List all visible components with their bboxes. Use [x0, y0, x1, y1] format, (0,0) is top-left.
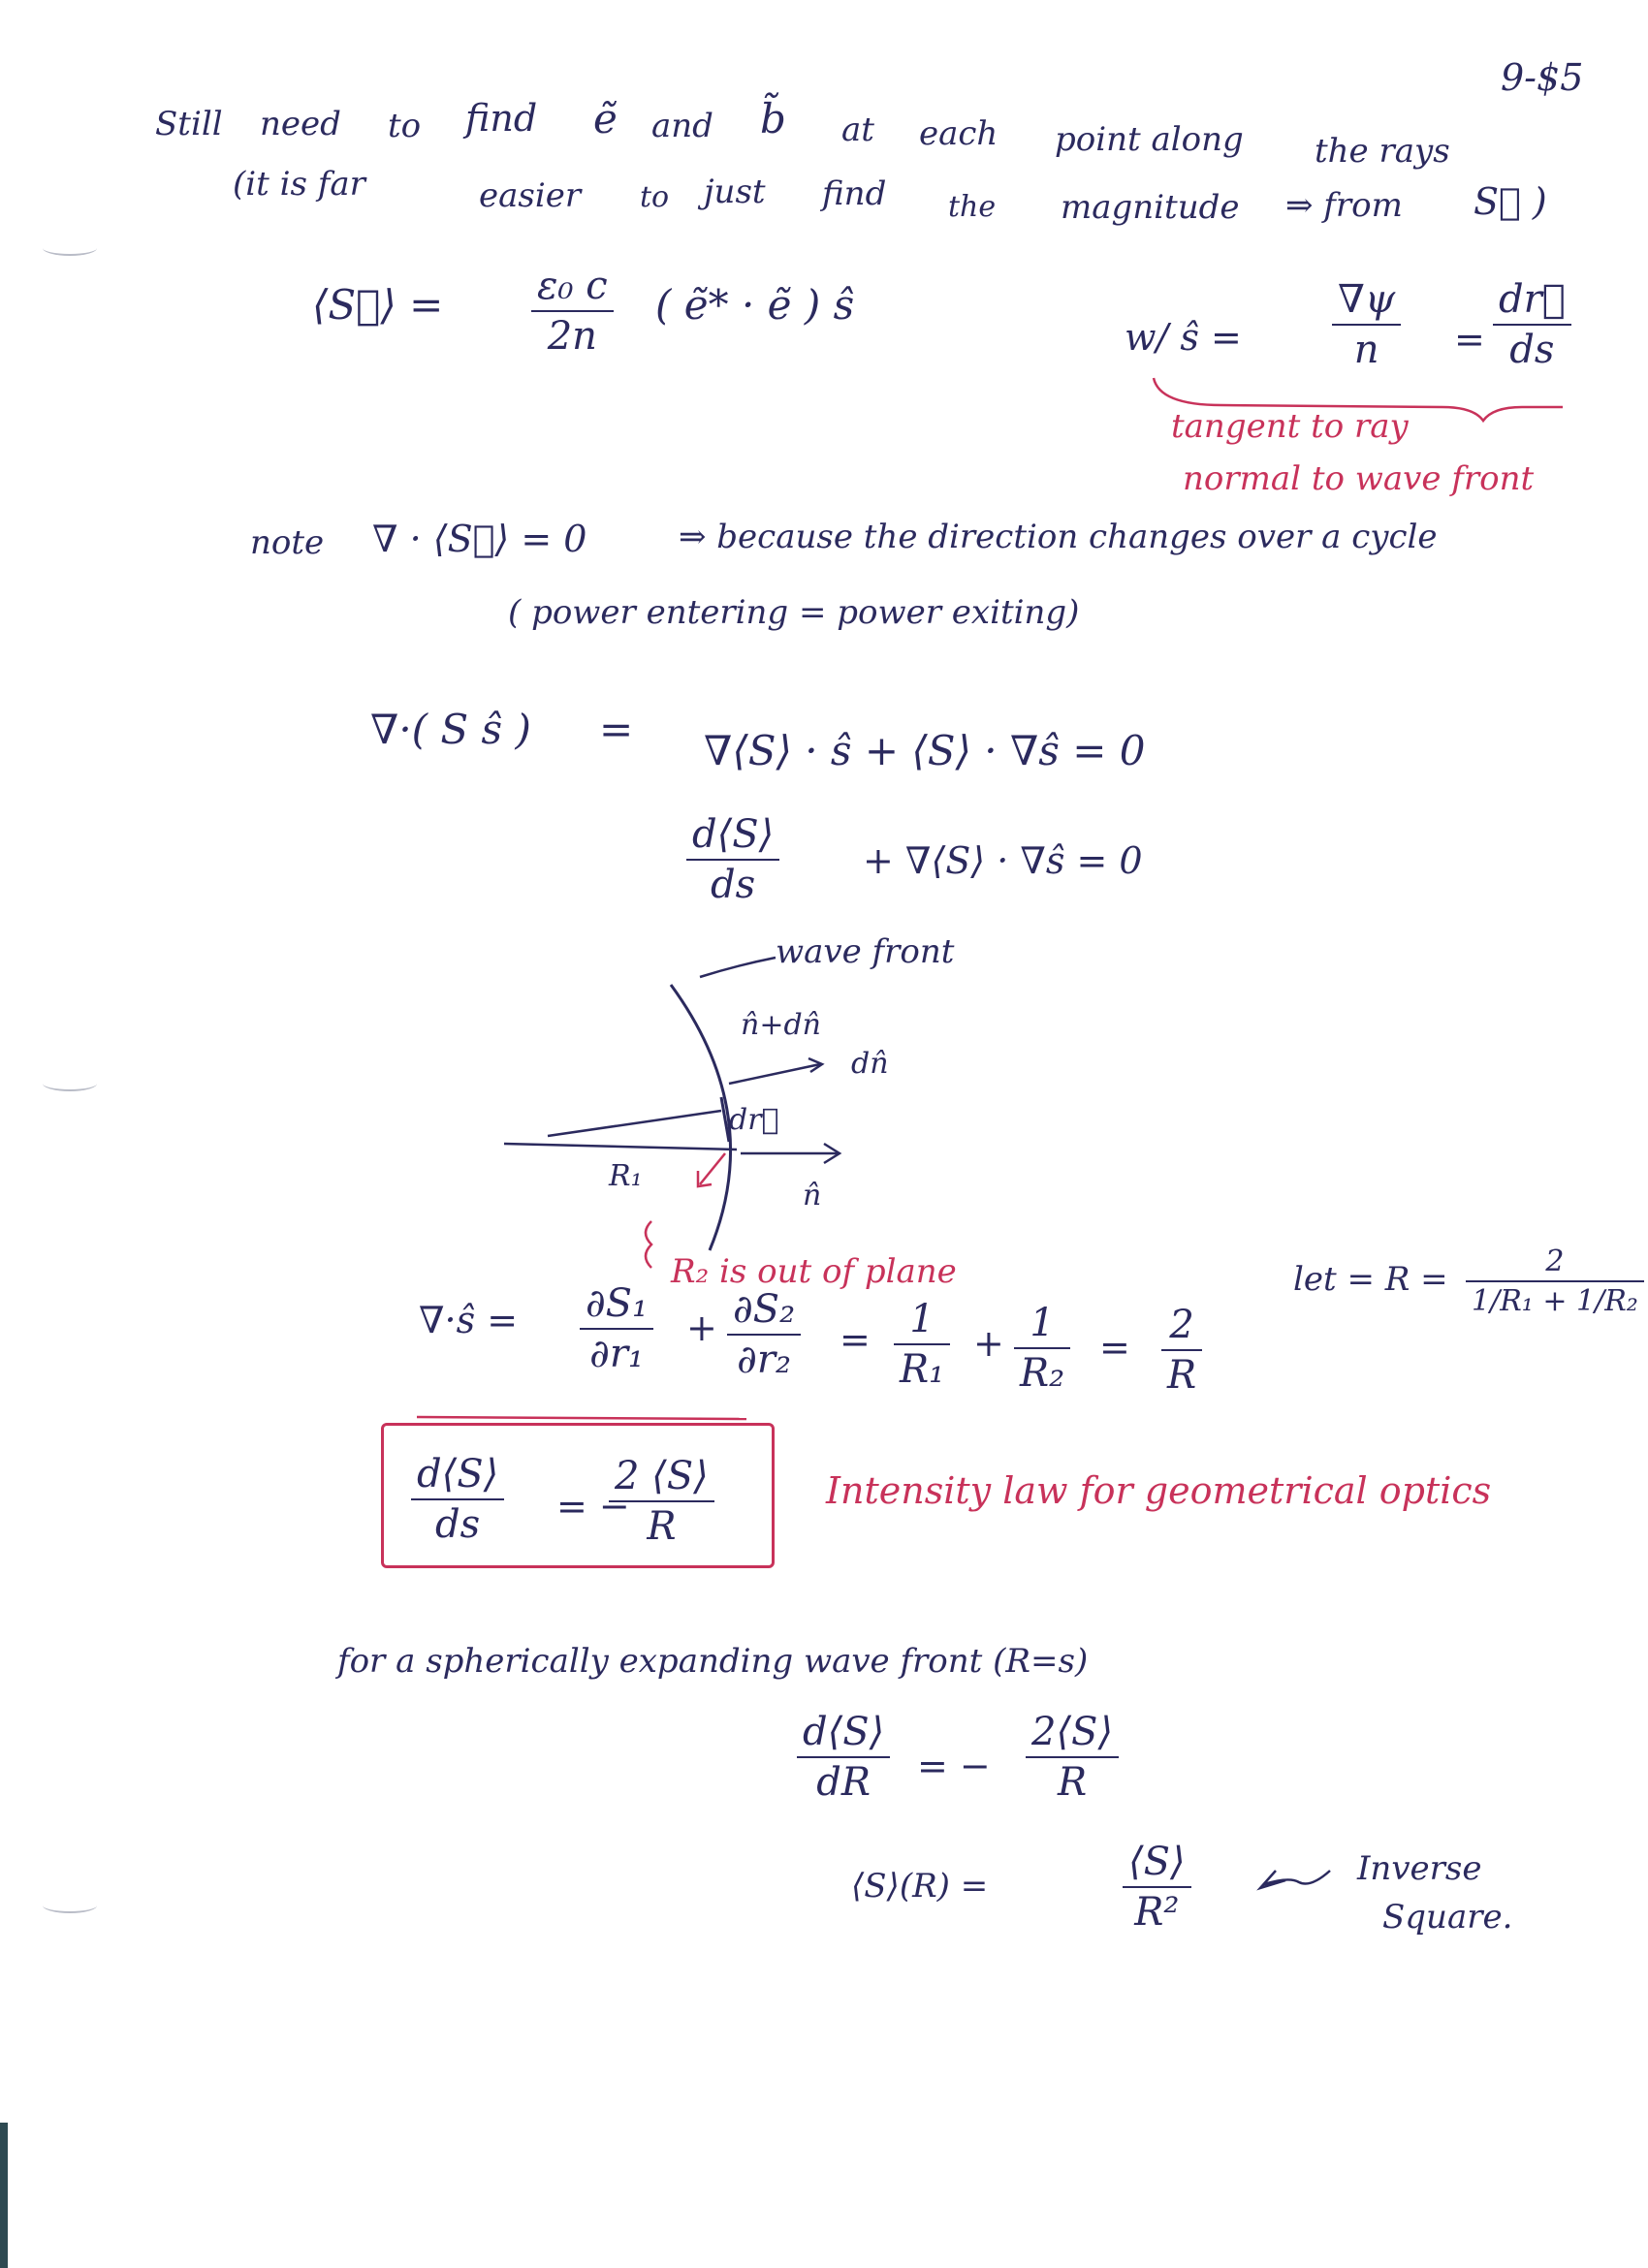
frac-den: ds	[711, 863, 756, 907]
word: magnitude	[1061, 188, 1240, 227]
frac-den: ds	[435, 1502, 481, 1547]
eq-prefix: w/ ŝ =	[1125, 316, 1242, 359]
radius-line-upper	[548, 1111, 721, 1136]
frac-num: 1	[909, 1297, 935, 1341]
red-rule	[417, 1417, 746, 1419]
eq-fraction	[411, 1452, 504, 1547]
word: (it is far	[233, 165, 365, 204]
frac-num: 2⟨S⟩	[1031, 1710, 1114, 1754]
square-label: Square.	[1382, 1898, 1513, 1937]
frac-den: R₁	[900, 1347, 945, 1392]
word: easier	[479, 176, 582, 215]
word: Still	[155, 105, 223, 143]
note-tangent: tangent to ray	[1171, 407, 1409, 446]
eq-lhs: ∇·ŝ =	[419, 1299, 519, 1341]
frac-den: dR	[816, 1760, 871, 1805]
word: and	[651, 107, 713, 145]
equals-minus: = −	[917, 1745, 991, 1787]
eq-fraction	[1161, 1303, 1202, 1398]
frac-den: R₂	[1020, 1351, 1065, 1396]
eq-fraction	[727, 1287, 801, 1382]
label-wave-front: wave front	[776, 932, 955, 971]
margin-mark	[43, 1898, 97, 1913]
eq-fraction	[609, 1454, 714, 1549]
frac-num: ∂S₁	[586, 1281, 649, 1326]
inverse-arrow	[1260, 1871, 1330, 1888]
eq-lhs: ⟨S⃗⟩ =	[312, 281, 444, 329]
intensity-law-label: Intensity law for geometrical optics	[826, 1469, 1492, 1512]
plus: +	[973, 1322, 1004, 1365]
eq-fraction	[580, 1281, 653, 1376]
word: at	[841, 110, 874, 149]
frac-den: 1/R₁ + 1/R₂	[1472, 1284, 1638, 1318]
eq-rhs: ( ẽ* · ẽ ) ŝ	[655, 281, 855, 329]
frac-den: ds	[1509, 328, 1555, 372]
word: to	[640, 180, 670, 214]
word: each	[919, 114, 998, 153]
label-dr: dr⃗	[729, 1103, 779, 1137]
word: find	[465, 97, 538, 140]
equals: =	[1099, 1326, 1130, 1369]
plus: +	[686, 1307, 717, 1349]
page-number: 9-$5	[1501, 56, 1584, 99]
inverse-label: Inverse	[1357, 1849, 1482, 1888]
frac-num: ⟨S⟩	[1128, 1840, 1186, 1884]
frac-num: 1	[1030, 1301, 1055, 1345]
frac-den: R	[1057, 1760, 1088, 1805]
frac-num: ∇ψ	[1338, 277, 1396, 322]
eq-lhs: ⟨S⟩(R) =	[851, 1867, 989, 1906]
frac-num: d⟨S⟩	[417, 1452, 499, 1496]
label-n: n̂	[803, 1179, 822, 1213]
eq-rhs: + ∇⟨S⟩ · ∇ŝ = 0	[863, 839, 1143, 882]
symbol-b-tilde: b̃	[760, 95, 786, 142]
red-brace	[646, 1221, 651, 1268]
word: need	[260, 105, 341, 143]
equals: =	[1454, 318, 1485, 361]
wave-front-pointer	[700, 958, 776, 977]
margin-mark	[43, 1076, 97, 1091]
word: the rays	[1315, 132, 1450, 171]
frac-num: ε₀ c	[537, 264, 608, 308]
eq-fraction	[1026, 1710, 1119, 1805]
let-prefix: let = R =	[1293, 1260, 1448, 1299]
word: S⃗ )	[1474, 180, 1547, 223]
equals-minus: = −	[556, 1485, 630, 1528]
word: point along	[1055, 120, 1244, 159]
frac-den: n	[1353, 328, 1379, 372]
frac-den: 2n	[547, 314, 597, 359]
frac-den: R²	[1134, 1890, 1180, 1935]
frac-num: d⟨S⟩	[803, 1710, 885, 1754]
note-label: note	[250, 523, 325, 562]
note-expr: ∇ · ⟨S⃗⟩ = 0	[372, 518, 587, 560]
frac-num: dr⃗	[1499, 277, 1566, 322]
note-reason: ⇒ because the direction changes over a cycle	[679, 518, 1438, 556]
frac-num: 2 ⟨S⟩	[615, 1454, 709, 1498]
frac-den: R	[647, 1504, 677, 1549]
frac-num: d⟨S⟩	[692, 812, 775, 857]
label-n-plus-dn: n̂+dn̂	[741, 1008, 821, 1042]
note-paren: ( power entering = power exiting)	[508, 593, 1080, 632]
equals: =	[840, 1318, 871, 1361]
frac-num: 2	[1169, 1303, 1194, 1347]
margin-mark	[43, 240, 97, 256]
label-R1: R₁	[609, 1159, 643, 1193]
eq-rhs: ∇⟨S⟩ · ŝ + ⟨S⟩ · ∇ŝ = 0	[704, 727, 1146, 774]
note-normal: normal to wave front	[1183, 459, 1535, 498]
frac-num: 2	[1545, 1244, 1565, 1278]
frac-den: ∂r₂	[737, 1338, 791, 1382]
word: to	[388, 107, 422, 145]
red-radius-arrow	[700, 1153, 725, 1184]
frac-den: ∂r₁	[589, 1332, 644, 1376]
radius-line-lower	[504, 1144, 737, 1150]
frac-den: R	[1167, 1353, 1197, 1398]
frac-num: ∂S₂	[733, 1287, 796, 1332]
eq-fraction	[1014, 1301, 1070, 1396]
label-dn: dn̂	[851, 1047, 889, 1081]
spherical-wave-line: for a spherically expanding wave front (R=s)	[337, 1642, 1089, 1681]
n-plus-dn-arrow	[729, 1064, 820, 1084]
word: find	[822, 174, 887, 213]
word: just	[704, 173, 766, 211]
eq-fraction	[1123, 1840, 1191, 1935]
eq-fraction	[797, 1710, 890, 1805]
red-underbrace	[1154, 378, 1563, 421]
scan-edge	[0, 2123, 8, 2268]
equals: =	[599, 706, 634, 753]
symbol-e-tilde: ẽ	[593, 95, 618, 142]
word: ⇒ from	[1285, 186, 1403, 225]
eq-lhs: ∇·( S ŝ )	[370, 706, 531, 753]
eq-fraction	[894, 1297, 950, 1392]
label-R2-out-of-plane: R₂ is out of plane	[671, 1252, 957, 1291]
let-fraction	[1466, 1244, 1644, 1318]
word: the	[948, 190, 997, 224]
